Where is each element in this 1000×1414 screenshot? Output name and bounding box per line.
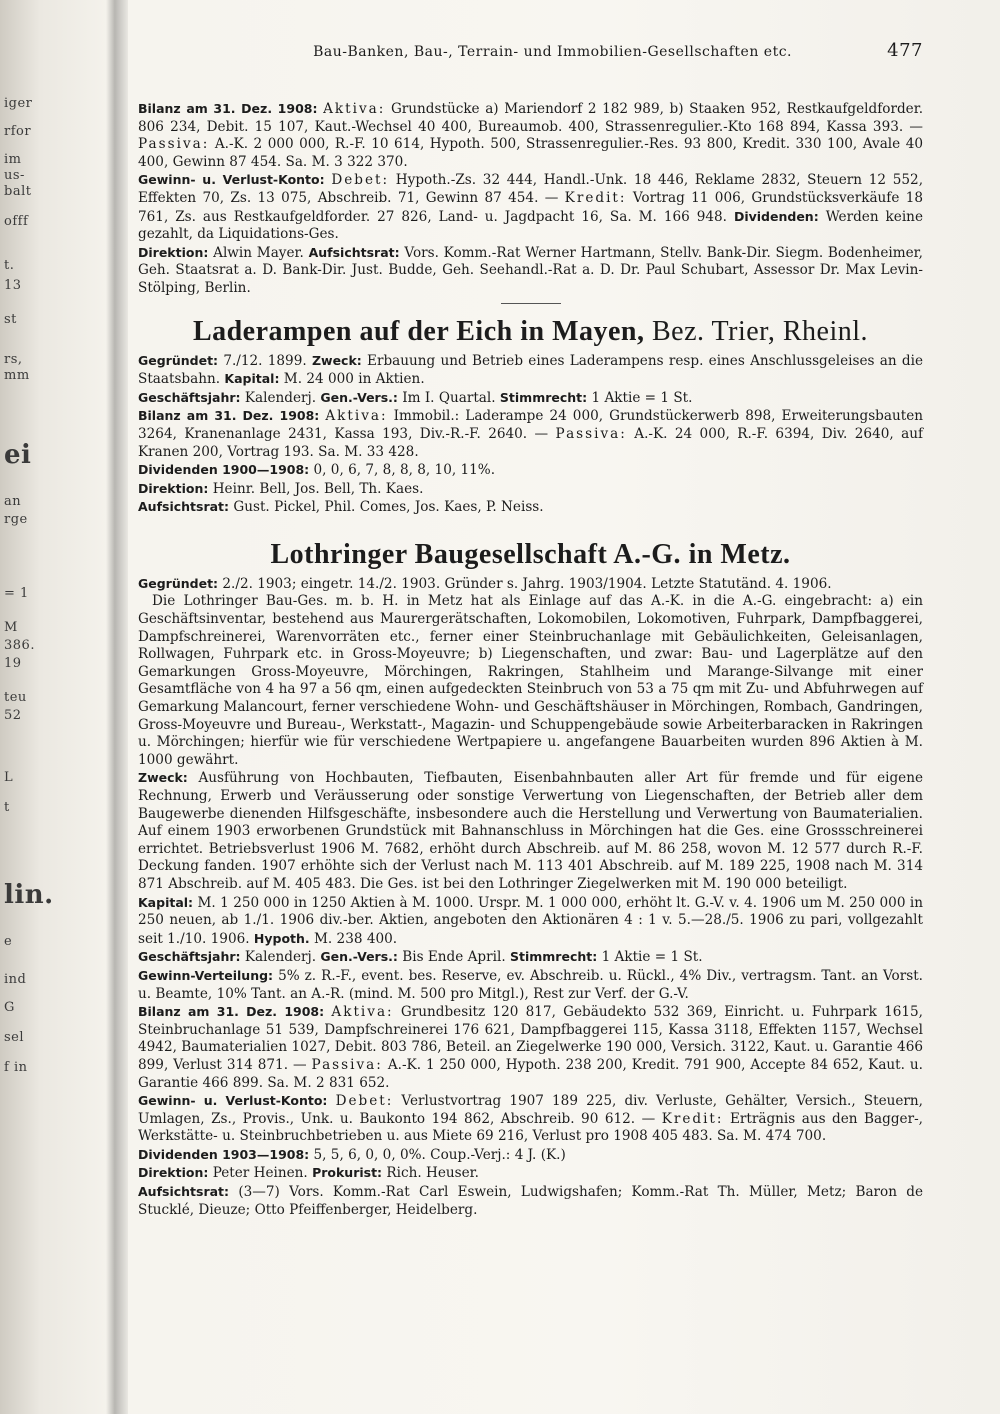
text: Vors. Komm.-Rat Werner Hartmann, Stellv. Bank-Dir. Siegm. Bodenheimer, Geh. Staatsrat a. D. Bank-Dir. Just. Budde, Geh. Seehandl.-Rat a. D. Dr. Paul Schubart, Assessor Dr. Max Levin-Stölping, Berlin. (138, 244, 923, 296)
label: Gewinn- u. Verlust-Konto: (138, 172, 325, 188)
business-year-paragraph (138, 948, 923, 967)
gutter-fragment: L (4, 770, 14, 785)
gv-paragraph (138, 171, 923, 243)
text: (3—7) Vors. Komm.-Rat Carl Eswein, Ludwigshafen; Komm.-Rat Th. Müller, Metz; Baron de Stucklé, Dieuze; Otto Pfeiffenberger, Heidelberg. (138, 1184, 923, 1218)
text: A.-K. 1 250 000, Hypoth. 238 200, Kredit. 791 900, Accepte 84 652, Kaut. u. Garantie 466 899. Sa. M. 2 831 652. (138, 1056, 923, 1091)
label: Hypoth. (253, 930, 310, 946)
label: Direktion: (138, 1165, 209, 1181)
gutter-fragment: im (4, 152, 22, 167)
label: Aktiva: (325, 408, 388, 425)
gutter-fragment: t. (4, 258, 15, 273)
gutter-fragment: t (4, 800, 10, 815)
text: Erträgnis aus den Bagger-, Werkstätte- u. Steinbruchbetrieben u. aus Miete 69 216, Verlust pro 1908 405 483. Sa. M. 474 700. (138, 1110, 924, 1145)
gutter-fragment: mm (4, 368, 30, 383)
company-name: Lothringer Baugesellschaft A.-G. (270, 538, 682, 570)
label: Passiva: (311, 1056, 383, 1073)
gutter-fragment: 13 (4, 278, 22, 293)
supervisory-board-paragraph (138, 1183, 923, 1219)
text: Immobil.: Laderampe 24 000, Grundstückerwerb 898, Erweiterungsbauten 3264, Kranenanlage 2431, Kassa 193, Div.-R.-F. 2640. — (138, 408, 923, 442)
label: Gegründet: (138, 352, 219, 368)
gv-paragraph (138, 1092, 923, 1146)
dividend-paragraph (138, 1146, 923, 1165)
text: Gust. Pickel, Phil. Comes, Jos. Kaes, P. Neiss. (233, 499, 544, 516)
gutter-fragment: G (4, 1000, 15, 1015)
label: Gen.-Vers.: (320, 389, 398, 405)
text: Grundstücke a) Mariendorf 2 182 989, b) Staaken 952, Restkaufgeldforder. 806 234, Debit. 15 107, Kaut.-Wechsel 40 400, Bureaumob. 400, Strassenregulier.-Kto 168 894, Kassa 393. — (138, 101, 924, 135)
text: 7./12. 1899. (223, 352, 307, 369)
purpose-paragraph (138, 769, 923, 893)
text: Ausführung von Hochbauten, Tiefbauten, Eisenbahnbauten aller Art für fremde und für eigene Rechnung, Erwerb und Veräusserung oder sonstige Verwertung von Liegenschaften, der Betrieb aller dem Baugewerbe dienenden Hilfsgeschäfte, insbesondere auch die Herstellung und Verwertung von Baumaterialien. Auf einem 1903 erworbenen Grundstück mit Bahnanschluss in Mörchingen hat die Ges. eine Grossschreinerei errichtet. Betriebsverlust 1906 M. 7682, erhöht durch Abschreib. auf M. 86 258, wovon M. 12 577 durch R.-F. Deckung fanden. 1907 erhöhte sich der Verlust nach M. 113 401 Abschreib. auf M. 189 225, 1908 nach M. 314 871 Abschreib. auf M. 405 483. Die Ges. ist bei den Lothringer Ziegelwerken mit M. 190 000 beteiligt. (138, 770, 924, 892)
text: 5, 5, 6, 0, 0, 0%. Coup.-Verj.: 4 J. (K.) (313, 1146, 566, 1163)
text: Rich. Heuser. (386, 1165, 479, 1182)
top-entry (138, 100, 923, 298)
label: Bilanz am 31. Dez. 1908: (138, 408, 320, 424)
book-fold-shadow (106, 0, 128, 1414)
text: Verlustvortrag 1907 189 225, div. Verluste, Gehälter, Versich., Steuern, Umlagen, Zs., Provis., Unk. u. Baukonto 194 862, Abschreib. 90 612. — (138, 1093, 923, 1127)
gutter-fragment: e (4, 934, 13, 949)
gutter-fragment: iger (4, 96, 33, 111)
text: Werden keine gezahlt, da Liquidations-Ges. (138, 208, 923, 243)
label: Stimmrecht: (499, 389, 588, 405)
intro-paragraph (138, 593, 923, 769)
label: Direktion: (138, 480, 209, 496)
label: Debet: (331, 172, 390, 189)
label: Debet: (335, 1093, 394, 1110)
label: Prokurist: (312, 1165, 383, 1181)
founding-paragraph (138, 575, 923, 594)
company-entry-lothringer (138, 539, 923, 1219)
gutter-fragment: ei (4, 440, 32, 470)
label: Dividenden: (733, 208, 819, 224)
gutter-fragment: offf (4, 214, 29, 229)
label: Bilanz am 31. Dez. 1908: (138, 1004, 325, 1020)
direction-paragraph (138, 1164, 923, 1183)
label: Kredit: (564, 189, 627, 206)
bilanz-paragraph (138, 1003, 923, 1092)
company-name: Laderampen auf der Eich in Mayen, (192, 315, 645, 347)
text: 1 Aktie = 1 St. (601, 949, 703, 966)
gutter-fragment: lin. (4, 880, 54, 910)
label: Aktiva: (331, 1004, 394, 1021)
text: Die Lothringer Bau-Ges. m. b. H. in Metz hat als Einlage auf das A.-K. in die A.-G. eingebracht: a) ein Geschäftsinventar, bestehend aus Maurergerätschaften, Lokomobilen, Lokomotiven, Fuhrpark, Dampfbaggerei, Dampfschreinerei, Warenvorräten etc., ferner einer Steinbruchanlage mit Gebäulichkeiten, Geleisanlagen, Rollwagen, Fuhrpark etc. in Gross-Moyeuvre; b) Liegenschaften, und zwar: Bau- und Lagerplätze auf den Gemarkungen Gross-Moyeuvre, Mörchingen, Rakringen, Stahlheim und Marange-Silvange mit einer Gesamtfläche von 4 ha 97 a 56 qm, einen aufgedeckten Steinbruch von 53 a 75 qm mit Zu- und Abfuhrwegen auf Gemarkung Malancourt, ferner verschiedene Wohn- und Geschäftshäuser in Mörchingen, Rombach, Gandringen, Gross-Moyeuvre und Bureau-, Werkstatt-, Magazin- und Schuppengebäude sowie Arbeiterbaracken in Rakringen u. Mörchingen; hierfür wie für verschiedene Wertpapiere u. angefangene Bauarbeiten wurden 896 Aktien à M. 1000 gewährt. (138, 593, 923, 768)
text: M. 1 250 000 in 1250 Aktien à M. 1000. Urspr. M. 1 000 000, erhöht lt. G.-V. v. 4. 1906 um M. 250 000 in 250 neuen, ab 1./1. 1906 div.-ber. Aktien, angeboten den Aktionären 4 : 1 v. 5.—28./5. 1906 zu pari, vollgezahlt seit 1./10. 1906. (138, 894, 923, 947)
section-divider (501, 303, 561, 304)
label: Dividenden 1900—1908: (138, 462, 310, 478)
bilanz-paragraph (138, 100, 923, 171)
text: Kalenderj. (244, 389, 317, 406)
label: Passiva: (138, 136, 210, 153)
gutter-fragment: rge (4, 512, 28, 527)
label: Zweck: (138, 770, 188, 786)
page-content (138, 40, 923, 1219)
text: Peter Heinen. (212, 1165, 308, 1182)
company-title (138, 539, 923, 571)
label: Zweck: (311, 352, 362, 368)
label: Gewinn-Verteilung: (138, 967, 274, 983)
text: Bis Ende April. (402, 949, 506, 966)
gutter-fragment: an (4, 494, 22, 509)
text: M. 238 400. (314, 930, 398, 947)
capital-paragraph (138, 894, 923, 949)
text: A.-K. 24 000, R.-F. 6394, Div. 2640, auf Kranen 200, Vortrag 193. Sa. M. 33 428. (138, 425, 923, 460)
gutter-fragment: 52 (4, 708, 22, 723)
text: Grundbesitz 120 817, Gebäudekto 532 369, Einricht. u. Fuhrpark 1615, Steinbruchanlage 51 539, Dampfschreinerei 176 621, Dampfbaggerei 115, Kassa 3118, Effekten 1157, Wechsel 4942, Baumaterialien 1027, Debit. 803 786, Beteil. an Ziegelwerke 190 000, Versich. 3122, Kaut. u. Garantie 466 899, Verlust 314 871. — (138, 1004, 923, 1073)
company-location: in Metz. (688, 538, 791, 570)
company-entry-laderampen (138, 316, 923, 517)
label: Aufsichtsrat: (138, 1184, 230, 1200)
dividend-paragraph (138, 461, 923, 480)
gutter-fragment: 19 (4, 656, 22, 671)
text: Hypoth.-Zs. 32 444, Handl.-Unk. 18 446, Reklame 2832, Steuern 12 552, Effekten 70, Zs. 13 075, Abschreib. 71, Gewinn 87 454. — (138, 172, 924, 206)
text: Vortrag 11 006, Grundstücksverkäufe 18 761, Zs. aus Restkaufgeldforder. 27 826, Land- u. Jagdpacht 16, Sa. M. 166 948. (138, 189, 924, 225)
profit-distribution-paragraph (138, 967, 923, 1003)
management-paragraph (138, 244, 923, 298)
text: A.-K. 2 000 000, R.-F. 10 614, Hypoth. 500, Strassenregulier.-Res. 93 800, Kredit. 330 100, Avale 40 400, Gewinn 87 454. Sa. M. 3 322 370. (138, 136, 923, 170)
company-title (138, 316, 923, 348)
gutter-fragment: ind (4, 972, 27, 987)
running-header (138, 40, 923, 74)
text: 1 Aktie = 1 St. (591, 389, 693, 406)
label: Stimmrecht: (509, 949, 598, 965)
gutter-fragment: rfor (4, 124, 32, 139)
gutter-fragment: M (4, 620, 18, 635)
direction-paragraph (138, 480, 923, 499)
label: Aktiva: (323, 101, 386, 117)
label: Direktion: (138, 244, 209, 260)
label: Gen.-Vers.: (320, 949, 398, 965)
company-location: Bez. Trier, Rheinl. (652, 315, 869, 347)
gutter-fragment: teu (4, 690, 27, 705)
supervisory-board-paragraph (138, 498, 923, 517)
gutter-fragment: st (4, 312, 17, 327)
label: Kapital: (224, 371, 280, 387)
label: Geschäftsjahr: (138, 949, 241, 965)
label: Aufsichtsrat: (308, 244, 400, 260)
business-year-paragraph (138, 389, 923, 408)
page-number: 477 (887, 40, 923, 61)
text: M. 24 000 in Aktien. (283, 371, 425, 388)
text: 0, 0, 6, 7, 8, 8, 8, 10, 11%. (313, 462, 496, 479)
label: Gegründet: (138, 575, 219, 591)
label: Kredit: (661, 1110, 724, 1127)
text: Kalenderj. (244, 949, 317, 966)
gutter-fragment: us- (4, 168, 25, 183)
label: Geschäftsjahr: (138, 389, 241, 405)
gutter-fragment: sel (4, 1030, 25, 1045)
text: Heinr. Bell, Jos. Bell, Th. Kaes. (212, 480, 424, 497)
gutter-fragment: 386. (4, 638, 35, 653)
label: Gewinn- u. Verlust-Konto: (138, 1093, 328, 1109)
text: 5% z. R.-F., event. bes. Reserve, ev. Abschreib. u. Rückl., 4% Div., vertragsm. Tant. an Vorst. u. Beamte, 10% Tant. an A.-R. (mind. M. 500 pro Mitgl.), Rest zur Verf. der G.-V. (138, 967, 923, 1002)
text: Erbauung und Betrieb eines Laderampens resp. eines Anschlussgeleises an die Staatsbahn. (138, 352, 923, 388)
running-header-title: Bau-Banken, Bau-, Terrain- und Immobilien-Gesellschaften etc. (313, 44, 792, 60)
gutter-fragment: f in (4, 1060, 28, 1075)
text: Alwin Mayer. (213, 244, 304, 261)
bilanz-paragraph (138, 407, 923, 461)
label: Passiva: (555, 425, 627, 442)
gutter-fragment: rs, (4, 352, 23, 367)
label: Bilanz am 31. Dez. 1908: (138, 101, 318, 116)
founding-paragraph (138, 352, 923, 389)
label: Kapital: (138, 894, 194, 910)
label: Dividenden 1903—1908: (138, 1146, 310, 1162)
gutter-fragment: balt (4, 184, 32, 199)
text: 2./2. 1903; eingetr. 14./2. 1903. Gründer s. Jahrg. 1903/1904. Letzte Statutänd. 4. 1906. (222, 575, 832, 592)
label: Aufsichtsrat: (138, 499, 230, 515)
gutter-fragment: = 1 (4, 586, 29, 601)
text: Im I. Quartal. (402, 389, 496, 406)
